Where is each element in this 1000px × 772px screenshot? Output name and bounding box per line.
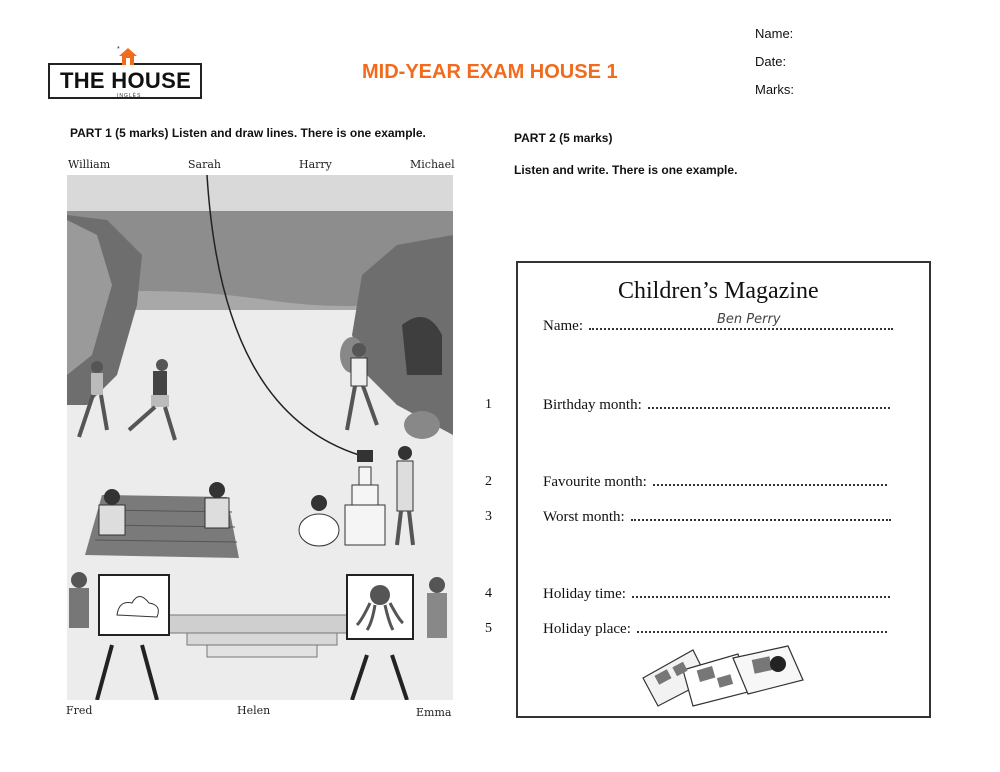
name-sarah: Sarah [188,158,221,171]
name-michael: Michael [410,158,455,171]
svg-text:*: * [117,46,120,53]
answer-line[interactable] [637,621,887,633]
name-helen: Helen [237,704,271,717]
question-number: 1 [485,397,492,412]
answer-line[interactable] [632,586,890,598]
question-label: Birthday month: [543,397,642,413]
question-row [543,621,887,638]
beach-scene-illustration [67,175,453,700]
date-field-label: Date: [755,54,787,69]
question-label: Holiday place: [543,621,631,637]
question-number: 4 [485,586,492,601]
answer-line[interactable] [648,397,890,409]
name-william: William [68,158,111,171]
name-emma: Emma [416,706,452,719]
exam-title: MID-YEAR EXAM HOUSE 1 [362,61,618,83]
name-field-label: Name: [755,26,794,41]
name-fred: Fred [66,704,93,717]
question-row [543,509,891,526]
question-row [543,397,890,414]
logo-subtitle: INGLÉS [117,93,142,99]
example-label: Name: [543,318,583,334]
name-harry: Harry [299,158,332,171]
part2-instruction: Listen and write. There is one example. [514,163,738,177]
question-row [543,474,887,491]
answer-line[interactable] [631,509,891,521]
question-row [543,586,890,603]
magazine-title: Children’s Magazine [618,278,819,304]
question-number: 5 [485,621,492,636]
logo-text: THE HOUSE [60,68,192,93]
question-label: Favourite month: [543,474,647,490]
answer-line[interactable] [653,474,887,486]
part1-heading: PART 1 (5 marks) Listen and draw lines. There is one example. [70,126,426,140]
example-answer: Ben Perry [717,312,781,327]
question-label: Worst month: [543,509,625,525]
house-icon [117,45,139,67]
question-number: 3 [485,509,492,524]
question-number: 2 [485,474,492,489]
part2-heading: PART 2 (5 marks) [514,131,613,145]
question-label: Holiday time: [543,586,626,602]
magazines-illustration [638,640,808,708]
marks-field-label: Marks: [755,82,794,97]
